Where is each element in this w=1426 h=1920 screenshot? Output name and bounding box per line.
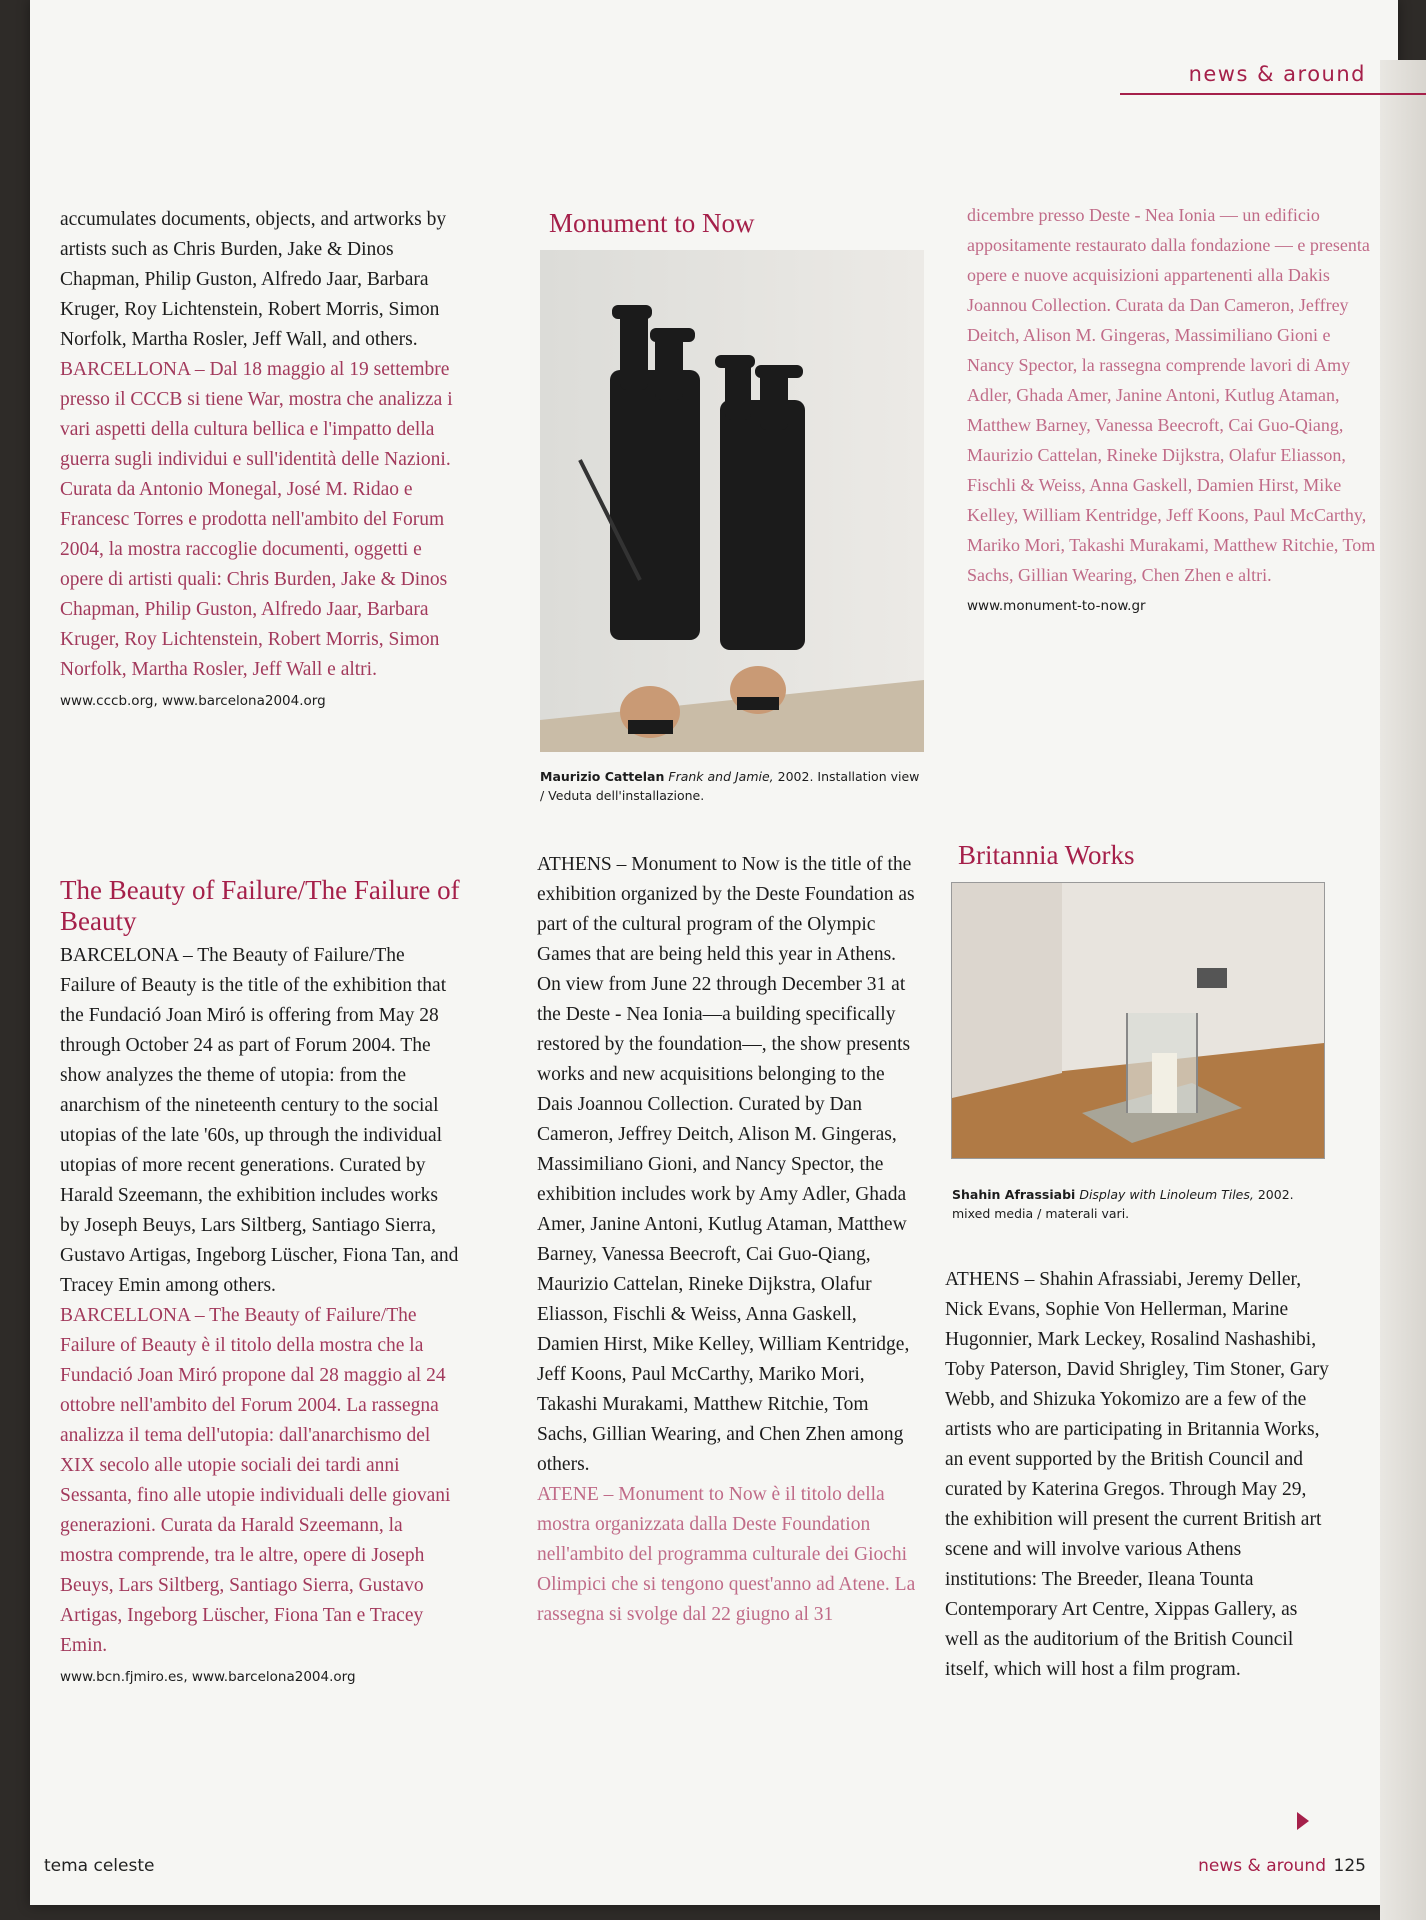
caption-details: 2002. mixed media / materali vari. [952,1187,1294,1221]
caption-title: Display with Linoleum Tiles, [1079,1187,1254,1202]
column-2-text [537,850,919,1630]
beauty-of-failure-heading: The Beauty of Failure/The Failure of Beauty [60,875,460,936]
column-1-top [60,205,460,711]
monument-text-it: ATENE – Monument to Now è il titolo della mostra organizzata dalla Deste Foundation nell'ambito del programma culturale dei Giochi Olimpici che si tengono quest'anno ad Atene. La rassegna si svolge dal 22 giugno al 31 [537,1484,916,1625]
monument-url[interactable]: www.monument-to-now.gr [967,598,1146,614]
britannia-works-heading: Britannia Works [958,840,1135,870]
cattelan-photo [540,250,924,752]
afrassiabi-caption [952,1185,1332,1223]
monument-text-it-continued: dicembre presso Deste - Nea Ionia — un edificio appositamente restaurato dalla fondazione — e presenta opere e nuove acquisizioni appartenenti alla Dakis Joannou Collection. Curata da Dan Cameron, Jeffrey Deitch, Alison M. Gingeras, Massimiliano Gioni e Nancy Spector, la rassegna comprende lavori di Amy Adler, Ghada Amer, Janine Antoni, Kutlug Ataman, Matthew Barney, Vanessa Beecroft, Cai Guo-Qiang, Maurizio Cattelan, Rineke Dijkstra, Olafur Eliasson, Fischli & Weiss, Anna Gaskell, Damien Hirst, Mike Kelley, William Kentridge, Jeff Koons, Paul McCarthy, Mariko Mori, Takashi Murakami, Matthew Ritchie, Tom Sachs, Gillian Wearing, Chen Zhen e altri. [967,205,1376,585]
war-text-en: accumulates documents, objects, and artworks by artists such as Chris Burden, Jake & Dinos Chapman, Philip Guston, Alfredo Jaar, Barbara Kruger, Roy Lichtenstein, Robert Morris, Simon Norfolk, Martha Rosler, Jeff Wall, and others. [60,209,447,350]
beauty-url[interactable]: www.bcn.fjmiro.es, www.barcelona2004.org [60,1669,356,1685]
continue-arrow-icon [1297,1812,1309,1830]
monument-to-now-heading: Monument to Now [549,208,755,238]
war-text-it: BARCELLONA – Dal 18 maggio al 19 settembre presso il CCCB si tiene War, mostra che analizza i vari aspetti della cultura bellica e l'impatto della guerra sugli individui e sull'identità delle Nazioni. Curata da Antonio Monegal, José M. Ridao e Francesc Torres e prodotta nell'ambito del Forum 2004, la mostra raccoglie documenti, oggetti e opere di artisti quali: Chris Burden, Jake & Dinos Chapman, Philip Guston, Alfredo Jaar, Barbara Kruger, Roy Lichtenstein, Robert Morris, Simon Norfolk, Martha Rosler, Jeff Wall e altri. [60,359,453,680]
column-1-bottom [60,875,460,1687]
header-rule [1120,93,1426,95]
column-3-bottom [945,1265,1330,1685]
caption-artist: Maurizio Cattelan [540,769,665,784]
cattelan-caption [540,767,920,805]
next-page-edge [1380,60,1426,1920]
afrassiabi-photo [951,882,1325,1159]
beauty-text-en: BARCELONA – The Beauty of Failure/The Failure of Beauty is the title of the exhibition that the Fundació Joan Miró is offering from May 28 through October 24 as part of Forum 2004. The show analyzes the theme of utopia: from the anarchism of the nineteenth century to the social utopias of the late '60s, up through the individual utopias of more recent generations. Curated by Harald Szeemann, the exhibition includes works by Joseph Beuys, Lars Siltberg, Santiago Sierra, Gustavo Artigas, Ingeborg Lüscher, Fiona Tan, and Tracey Emin among others. [60,945,459,1296]
beauty-text-it: BARCELLONA – The Beauty of Failure/The Failure of Beauty è il titolo della mostra che la Fundació Joan Miró propone dal 28 maggio al 24 ottobre nell'ambito del Forum 2004. La rassegna analizza il tema dell'utopia: dall'anarchismo del XIX secolo alle utopie sociali dei tardi anni Sessanta, fino alle utopie individuali delle giovani generazioni. Curata da Harald Szeemann, la mostra comprende, tra le altre, opere di Joseph Beuys, Lars Siltberg, Santiago Sierra, Gustavo Artigas, Ingeborg Lüscher, Fiona Tan e Tracey Emin. [60,1305,451,1656]
footer-section: news & around [1198,1856,1326,1876]
page-number: 125 [1333,1856,1366,1876]
monument-text-en: ATHENS – Monument to Now is the title of the exhibition organized by the Deste Foundation as part of the cultural program of the Olympic Games that are being held this year in Athens. On view from June 22 through December 31 at the Deste - Nea Ionia—a building specifically restored by the foundation—, the show presents works and new acquisitions belonging to the Dais Joannou Collection. Curated by Dan Cameron, Jeffrey Deitch, Alison M. Gingeras, Massimiliano Gioni, and Nancy Spector, the exhibition includes work by Amy Adler, Ghada Amer, Janine Antoni, Kutlug Ataman, Matthew Barney, Vanessa Beecroft, Cai Guo-Qiang, Maurizio Cattelan, Rineke Dijkstra, Olafur Eliasson, Fischli & Weiss, Anna Gaskell, Damien Hirst, Mike Kelley, William Kentridge, Jeff Koons, Paul McCarthy, Mariko Mori, Takashi Murakami, Matthew Ritchie, Tom Sachs, Gillian Wearing, and Chen Zhen among others. [537,854,915,1475]
britannia-text-en: ATHENS – Shahin Afrassiabi, Jeremy Deller, Nick Evans, Sophie Von Hellerman, Marine Hugonnier, Mark Leckey, Rosalind Nashashibi, Toby Paterson, David Shrigley, Tim Stoner, Gary Webb, and Shizuka Yokomizo are a few of the artists who are participating in Britannia Works, an event supported by the British Council and curated by Katerina Gregos. Through May 29, the exhibition will present the current British art scene and will involve various Athens institutions: The Breeder, Ileana Tounta Contemporary Art Centre, Xippas Gallery, as well as the auditorium of the British Council itself, which will host a film program. [945,1269,1329,1680]
section-header: news & around [1188,62,1366,86]
caption-title: Frank and Jamie, [668,769,774,784]
column-3-top [967,200,1377,616]
magazine-name: tema celeste [44,1856,155,1876]
caption-artist: Shahin Afrassiabi [952,1187,1076,1202]
caption-details: 2002. Installation view / Veduta dell'installazione. [540,769,920,803]
war-url[interactable]: www.cccb.org, www.barcelona2004.org [60,693,326,709]
